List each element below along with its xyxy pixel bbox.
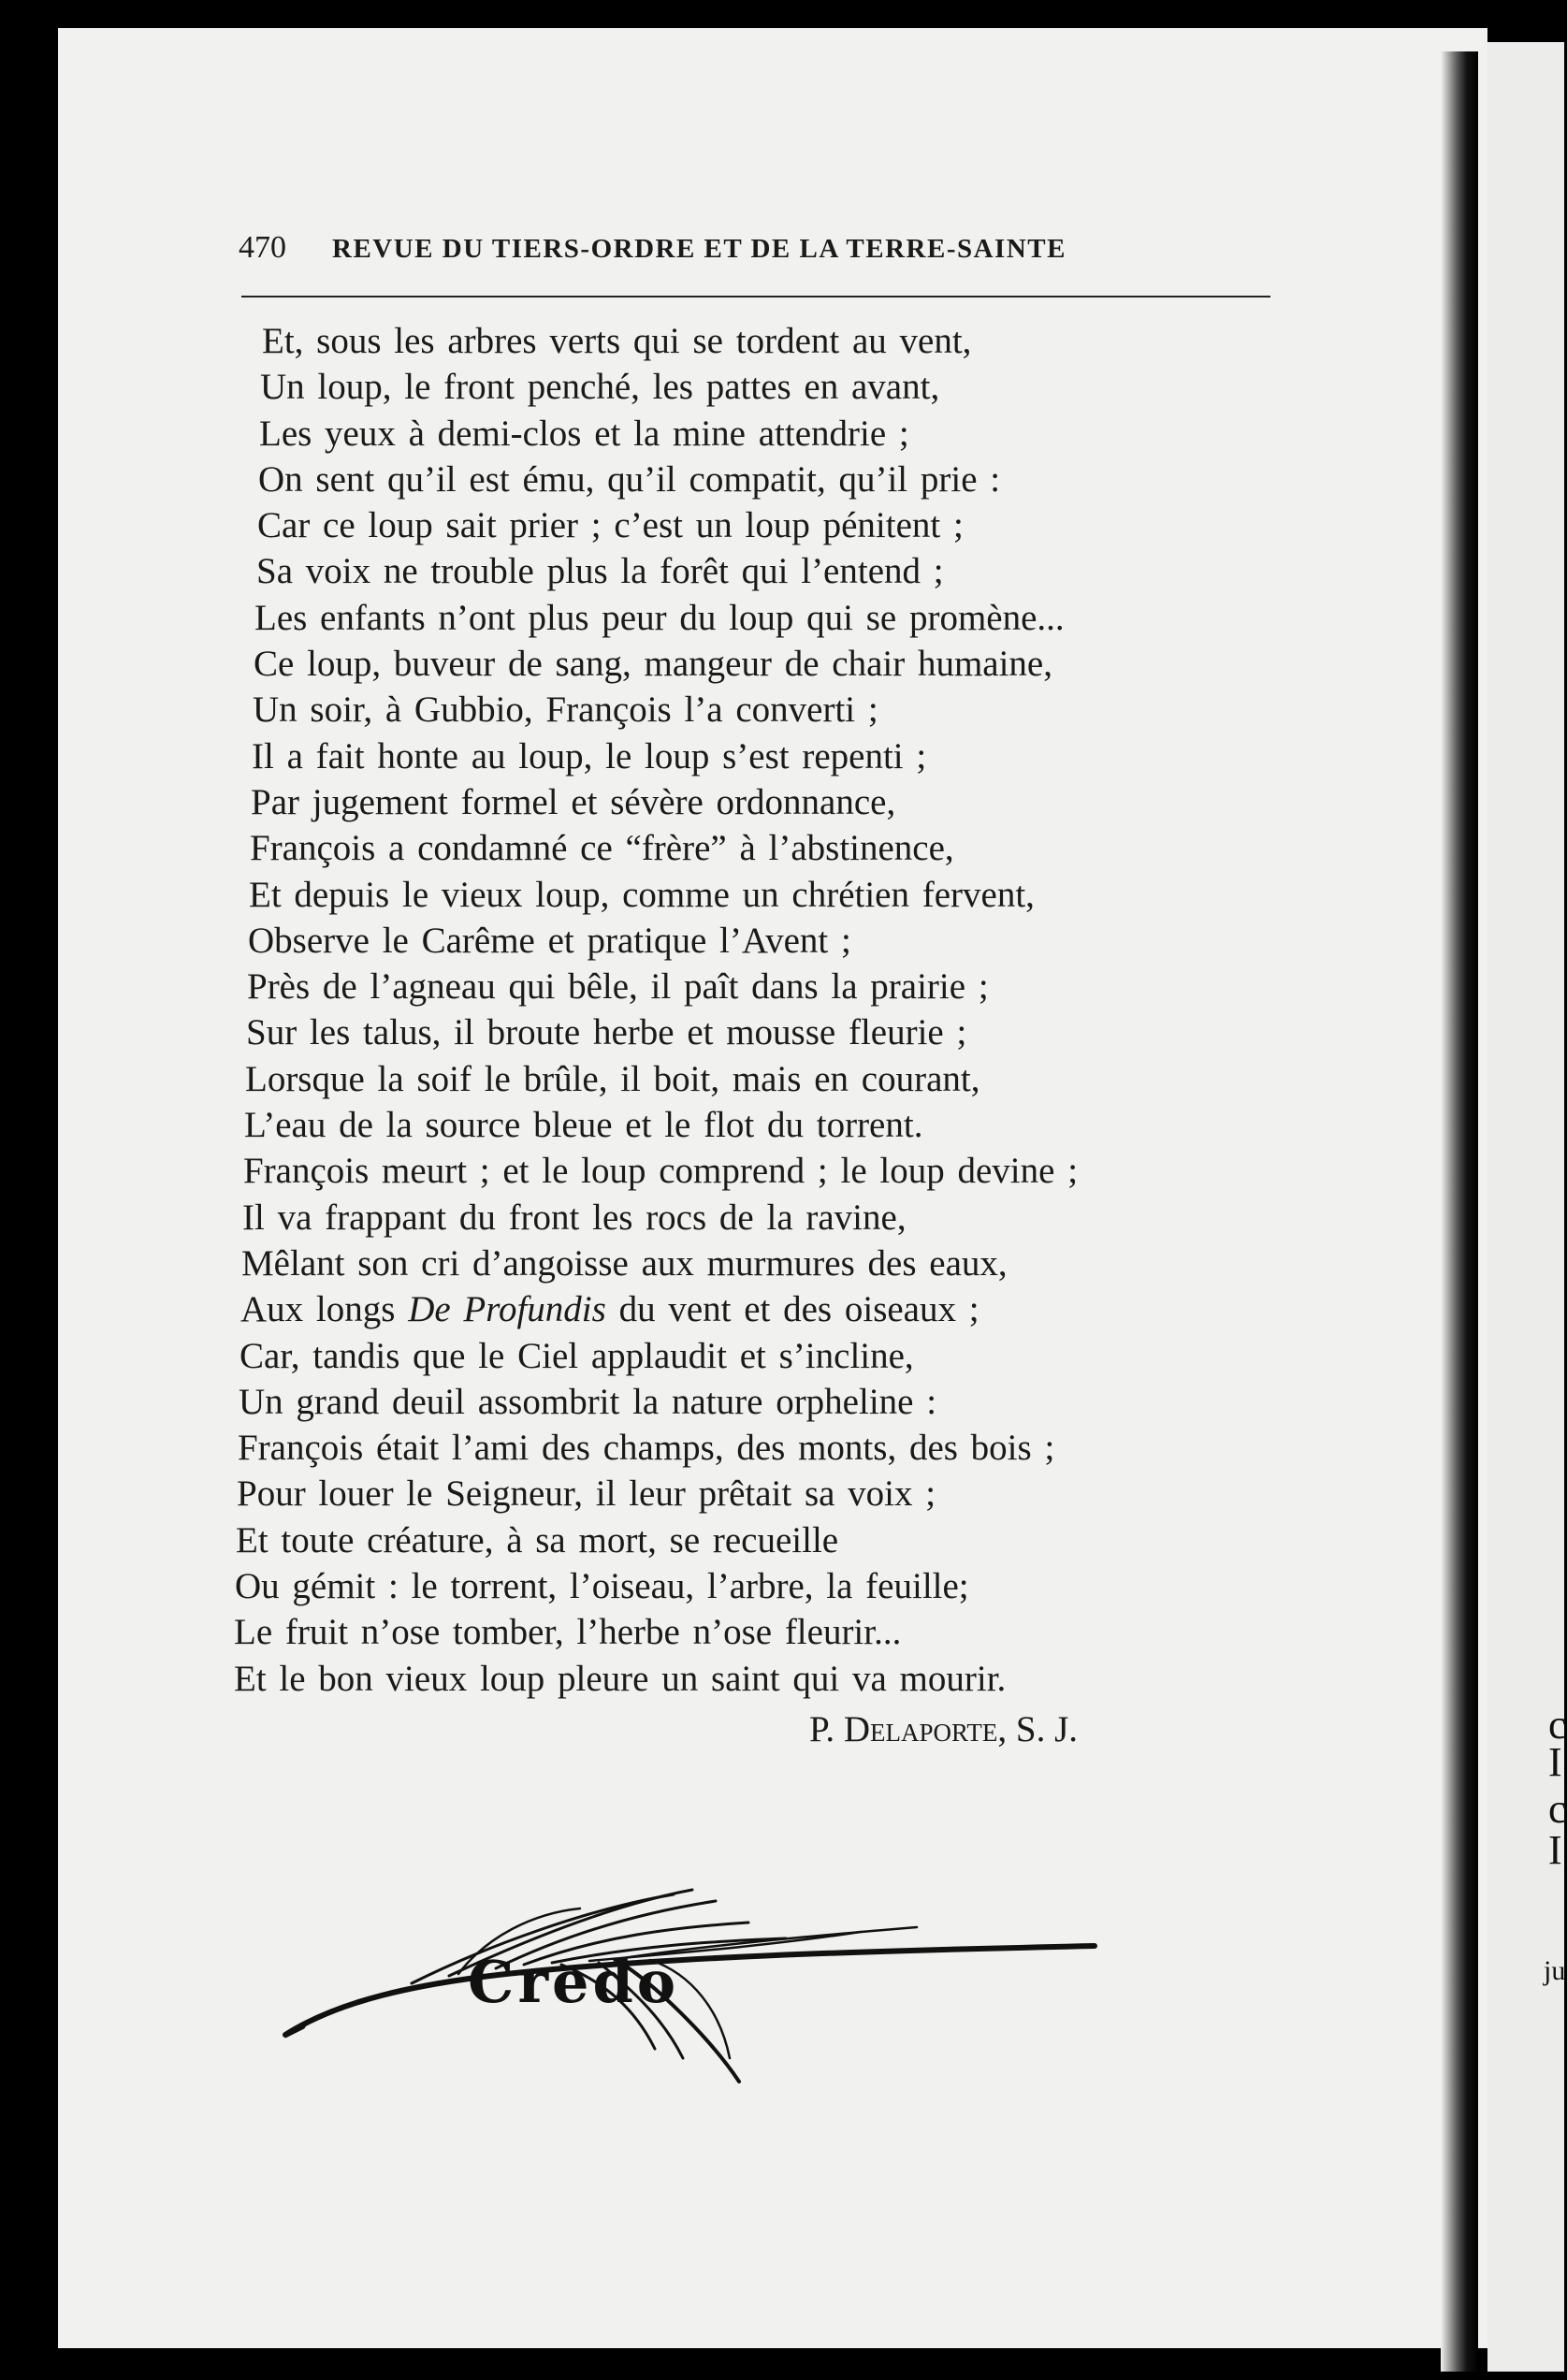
poem-line xyxy=(234,733,1319,779)
right-page-fragment: I xyxy=(1548,1827,1562,1873)
poem-line-italic: De Profundis xyxy=(395,1289,606,1330)
poem-line xyxy=(234,918,1319,964)
poem-line xyxy=(234,1148,1319,1194)
poem-line xyxy=(234,687,1319,733)
right-page-fragment: I xyxy=(1548,1739,1562,1785)
poem-line-text: Un loup, le front penché, les pattes en avant, xyxy=(260,367,940,408)
poem-line xyxy=(234,1195,1319,1241)
poem-line-text: François meurt ; et le loup comprend ; le loup devine ; xyxy=(243,1151,1079,1192)
poem-line-text: Aux longs xyxy=(240,1289,396,1330)
poem-line xyxy=(234,318,1319,364)
poem-line xyxy=(234,502,1319,548)
header-rule xyxy=(241,296,1270,298)
right-page-fragment: ju xyxy=(1544,1955,1566,1986)
poem-line-text: Car, tandis que le Ciel applaudit et s’incline, xyxy=(239,1335,914,1376)
poem-line-text: Pour louer le Seigneur, il leur prêtait sa voix ; xyxy=(237,1473,936,1515)
poem-line xyxy=(234,1009,1319,1055)
poem-line xyxy=(234,411,1319,457)
credo-palm-emblem xyxy=(281,1871,1113,2096)
poem-line xyxy=(234,825,1319,871)
poem-line-text: Les enfants n’ont plus peur du loup qui se promène... xyxy=(254,597,1065,638)
poem-line xyxy=(234,1425,1319,1471)
poem-line xyxy=(234,1517,1319,1563)
poem-line xyxy=(234,872,1319,918)
poem-line-text: Et le bon vieux loup pleure un saint qui va mourir. xyxy=(234,1658,1007,1699)
poem-line xyxy=(234,1102,1319,1148)
poem-line-text: Observe le Carême et pratique l’Avent ; xyxy=(248,920,851,961)
poem-line xyxy=(234,779,1319,825)
signature xyxy=(809,1708,1078,1750)
poem-line-text: Près de l’agneau qui bêle, il paît dans la prairie ; xyxy=(247,966,989,1008)
poem-line xyxy=(234,1241,1319,1286)
signature-initial: P. xyxy=(809,1709,835,1749)
poem-line xyxy=(234,964,1319,1009)
poem-line xyxy=(234,1056,1319,1102)
poem-line xyxy=(234,548,1319,594)
poem-line-text: Et toute créature, à sa mort, se recueille xyxy=(236,1519,839,1560)
poem-line-text: Par jugement formel et sévère ordonnance, xyxy=(251,781,896,822)
right-page-fragment: c xyxy=(1548,1702,1567,1748)
poem-line-text: Ce loup, buveur de sang, mangeur de chair humaine, xyxy=(254,644,1052,685)
poem-line xyxy=(234,457,1319,502)
poem-line xyxy=(234,595,1319,641)
page-header xyxy=(239,225,1277,269)
poem-line xyxy=(234,1563,1319,1609)
poem-line xyxy=(234,1379,1319,1425)
poem-line-text: François a condamné ce “frère” à l’abstinence, xyxy=(250,828,954,869)
poem-line-text: Un soir, à Gubbio, François l’a converti ; xyxy=(253,689,878,731)
signature-suffix: , S. J. xyxy=(997,1709,1079,1749)
page-number: 470 xyxy=(239,230,286,265)
right-page-edge xyxy=(1487,42,1564,2372)
poem xyxy=(234,318,1319,1702)
poem-line-text: Le fruit n’ose tomber, l’herbe n’ose fleurir... xyxy=(234,1612,902,1653)
poem-line-text: Car ce loup sait prier ; c’est un loup pénitent ; xyxy=(257,505,964,546)
poem-line xyxy=(234,1286,1319,1332)
poem-line-text: Sa voix ne trouble plus la forêt qui l’entend ; xyxy=(256,551,944,592)
poem-line-text: Un grand deuil assombrit la nature orpheline : xyxy=(239,1381,937,1422)
poem-line-text-after: du vent et des oiseaux ; xyxy=(605,1289,979,1330)
poem-line-text: Les yeux à demi-clos et la mine attendrie ; xyxy=(259,413,909,454)
poem-line-text: Et, sous les arbres verts qui se tordent au vent, xyxy=(262,321,972,361)
poem-line-text: On sent qu’il est ému, qu’il compatit, qu’il prie : xyxy=(258,458,1001,500)
poem-line xyxy=(234,1471,1319,1517)
running-title: REVUE DU TIERS-ORDRE ET DE LA TERRE-SAINTE xyxy=(332,234,1066,264)
poem-line-text: Et depuis le vieux loup, comme un chrétien fervent, xyxy=(249,874,1035,915)
poem-line-text: Il a fait honte au loup, le loup s’est repenti ; xyxy=(252,735,927,776)
poem-line-text: Il va frappant du front les rocs de la ravine, xyxy=(242,1197,907,1238)
emblem-text: Credo xyxy=(468,1948,680,2016)
poem-line xyxy=(234,1609,1319,1655)
right-page-fragment: c xyxy=(1548,1786,1567,1832)
page-gutter xyxy=(1441,51,1478,2372)
poem-line xyxy=(234,1656,1319,1702)
poem-line-text: Sur les talus, il broute herbe et mousse fleurie ; xyxy=(246,1012,967,1053)
poem-line xyxy=(234,641,1319,687)
poem-line xyxy=(234,1333,1319,1379)
poem-line-text: L’eau de la source bleue et le flot du torrent. xyxy=(244,1105,923,1146)
signature-surname: Delaporte xyxy=(843,1709,998,1749)
poem-line-text: Ou gémit : le torrent, l’oiseau, l’arbre, la feuille; xyxy=(235,1566,969,1607)
poem-line-text: Lorsque la soif le brûle, il boit, mais en courant, xyxy=(245,1058,980,1099)
poem-line xyxy=(234,364,1319,410)
poem-line-text: François était l’ami des champs, des monts, des bois ; xyxy=(238,1428,1055,1469)
poem-line-text: Mêlant son cri d’angoisse aux murmures des eaux, xyxy=(241,1242,1008,1284)
